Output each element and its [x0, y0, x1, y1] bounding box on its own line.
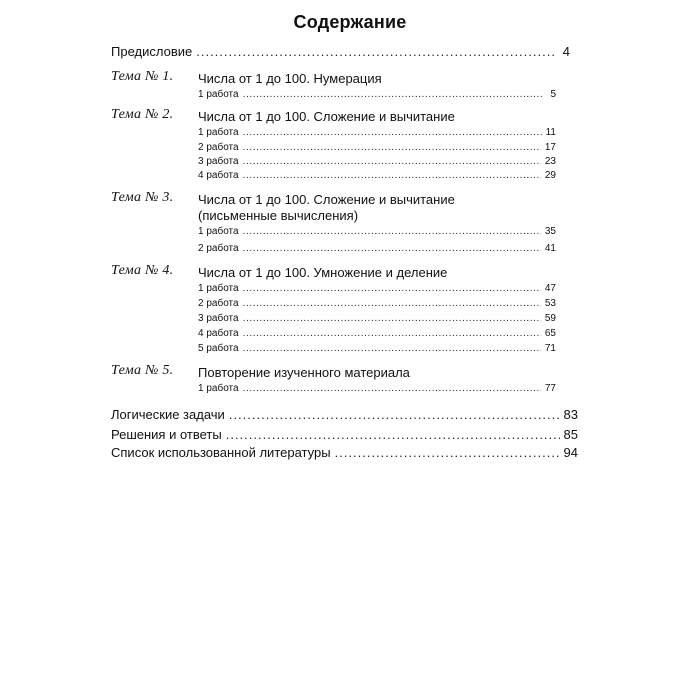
page-title: Содержание — [293, 12, 407, 32]
work-label: 1 работа — [198, 383, 239, 394]
work-page: 65 — [544, 328, 556, 339]
toc-work-entry — [198, 127, 556, 138]
leader-dots — [229, 407, 560, 422]
leader-dots — [335, 445, 560, 460]
work-label: 5 работа — [198, 343, 239, 354]
toc-entry-label: Предисловие — [111, 44, 193, 59]
toc-work-entry — [198, 156, 556, 167]
work-page: 53 — [544, 298, 556, 309]
toc-work-entry — [198, 383, 556, 394]
toc-work-entry — [198, 283, 556, 294]
work-page: 11 — [545, 127, 556, 138]
work-label: 4 работа — [198, 328, 239, 339]
work-page: 47 — [544, 283, 556, 294]
topic-1-title: Числа от 1 до 100. Нумерация — [198, 71, 382, 86]
work-page: 23 — [544, 156, 556, 167]
toc-entry-page: 4 — [562, 44, 570, 59]
work-page: 5 — [550, 89, 556, 100]
leader-dots — [243, 243, 541, 254]
work-page: 29 — [544, 170, 556, 181]
work-page: 41 — [544, 243, 556, 254]
toc-entry-label: Логические задачи — [111, 407, 225, 422]
toc-entry-label: Список использованной литературы — [111, 445, 331, 460]
work-page: 35 — [544, 226, 556, 237]
toc-entry-page: 94 — [563, 445, 578, 460]
topic-5-title: Повторение изученного материала — [198, 365, 410, 380]
toc-entry-solutions — [111, 427, 578, 442]
work-page: 17 — [544, 142, 556, 153]
toc-work-entry — [198, 142, 556, 153]
work-label: 3 работа — [198, 313, 239, 324]
topic-3-title: Числа от 1 до 100. Сложение и вычитание — [198, 192, 455, 207]
toc-entry-page: 83 — [563, 407, 578, 422]
toc-entry-page: 85 — [563, 427, 578, 442]
leader-dots — [243, 226, 541, 237]
leader-dots — [196, 44, 556, 59]
toc-entry-bibliography — [111, 445, 578, 460]
leader-dots — [243, 343, 541, 354]
leader-dots — [243, 142, 541, 153]
leader-dots — [243, 283, 541, 294]
topic-4-label: Тема № 4. — [111, 263, 174, 278]
leader-dots — [243, 328, 541, 339]
leader-dots — [243, 89, 542, 100]
work-label: 1 работа — [198, 226, 239, 237]
topic-5-label: Тема № 5. — [111, 363, 174, 378]
toc-work-entry — [198, 89, 556, 100]
work-label: 1 работа — [198, 89, 239, 100]
topic-4-title: Числа от 1 до 100. Умножение и деление — [198, 265, 448, 280]
leader-dots — [243, 383, 541, 394]
leader-dots — [243, 298, 541, 309]
topic-3-title-line2: (письменные вычисления) — [198, 208, 359, 223]
work-label: 2 работа — [198, 243, 239, 254]
work-label: 2 работа — [198, 298, 239, 309]
work-label: 4 работа — [198, 170, 239, 181]
work-label: 2 работа — [198, 142, 239, 153]
work-label: 1 работа — [198, 127, 239, 138]
toc-entry-logic-tasks — [111, 407, 578, 422]
leader-dots — [243, 156, 541, 167]
toc-work-entry — [198, 298, 556, 309]
topic-1-label: Тема № 1. — [111, 69, 174, 84]
toc-work-entry — [198, 343, 556, 354]
leader-dots — [243, 127, 542, 138]
work-page: 71 — [544, 343, 556, 354]
toc-work-entry — [198, 170, 556, 181]
toc-work-entry — [198, 226, 556, 237]
leader-dots — [243, 170, 541, 181]
toc-work-entry — [198, 243, 556, 254]
toc-entry-preface — [111, 44, 570, 59]
leader-dots — [226, 427, 560, 442]
work-page: 59 — [544, 313, 556, 324]
topic-2-title: Числа от 1 до 100. Сложение и вычитание — [198, 109, 455, 124]
toc-entry-label: Решения и ответы — [111, 427, 222, 442]
work-label: 3 работа — [198, 156, 239, 167]
topic-2-label: Тема № 2. — [111, 107, 174, 122]
work-page: 77 — [544, 383, 556, 394]
topic-3-label: Тема № 3. — [111, 190, 174, 205]
leader-dots — [243, 313, 541, 324]
toc-work-entry — [198, 313, 556, 324]
work-label: 1 работа — [198, 283, 239, 294]
toc-work-entry — [198, 328, 556, 339]
